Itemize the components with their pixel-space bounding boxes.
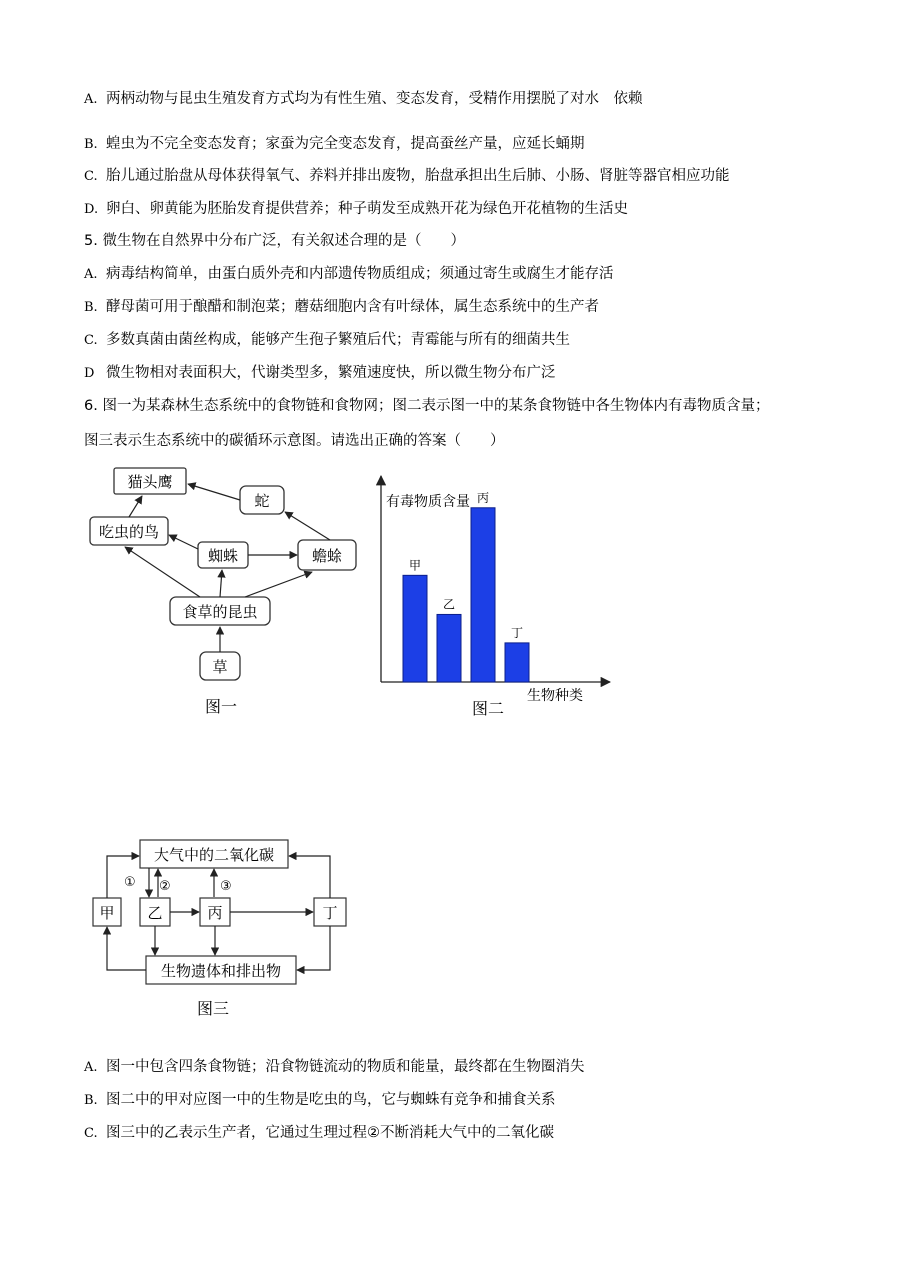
process-2-mark: ② — [159, 879, 171, 894]
q6-stem-line1: 6. 图一为某森林生态系统中的食物链和食物网；图二表示图一中的某条食物链中各生物体内有毒物质含量； — [84, 398, 770, 414]
x-axis-label: 生物种类 — [527, 688, 583, 704]
process-3-mark: ③ — [220, 879, 232, 894]
owl-label: 猫头鹰 — [127, 473, 173, 491]
q6-option-c — [84, 1123, 554, 1144]
option-letter: D — [84, 366, 95, 381]
bar-label-1: 乙 — [442, 597, 456, 612]
ding-label: 丁 — [322, 904, 338, 922]
bar-3 — [505, 643, 529, 682]
option-letter: A. — [84, 92, 98, 107]
arrow-snake-owl — [188, 484, 240, 500]
food-web-diagram — [80, 462, 370, 692]
bar-label-3: 丁 — [510, 625, 524, 640]
arrow-insect-spider — [220, 570, 222, 597]
q4-option-b — [84, 134, 585, 155]
grass-label: 草 — [212, 658, 228, 676]
option-text: 图三中的乙表示生产者，它通过生理过程②不断消耗大气中的二氧化碳 — [106, 1125, 554, 1141]
arrow-remains-jia — [107, 927, 146, 970]
y-axis-label: 有毒物质含量 — [386, 494, 470, 510]
spider-label: 蜘蛛 — [207, 547, 239, 565]
bar-1 — [437, 614, 461, 682]
option-letter: A. — [84, 1060, 98, 1075]
q6-option-a — [84, 1057, 585, 1078]
bar-2 — [471, 508, 495, 682]
q4-option-c — [84, 166, 730, 187]
option-text: 多数真菌由菌丝构成，能够产生孢子繁殖后代；青霉能与所有的细菌共生 — [106, 332, 570, 348]
arrow-insect-bird — [125, 547, 200, 597]
yi-label: 乙 — [147, 904, 163, 922]
process-1-mark: ① — [124, 875, 136, 890]
q5-option-a — [84, 264, 614, 285]
q5-stem: 5. 微生物在自然界中分布广泛，有关叙述合理的是（ ） — [84, 233, 465, 249]
option-letter: B. — [84, 300, 98, 315]
option-text: 图一中包含四条食物链；沿食物链流动的物质和能量，最终都在生物圈消失 — [106, 1059, 585, 1075]
option-text: 微生物相对表面积大，代谢类型多，繁殖速度快，所以微生物分布广泛 — [106, 365, 556, 381]
option-text: 卵白、卵黄能为胚胎发育提供营养；种子萌发至成熟开花为绿色开花植物的生活史 — [106, 201, 628, 217]
q5-option-c — [84, 330, 570, 351]
arrow-toad-snake — [285, 512, 330, 540]
bar-label-0: 甲 — [408, 558, 422, 573]
option-text: 病毒结构简单，由蛋白质外壳和内部遗传物质组成；须通过寄生或腐生才能存活 — [106, 266, 614, 282]
fig1-caption: 图一 — [205, 697, 238, 716]
arrow-ding-remains — [297, 926, 330, 970]
arrow-insect-toad — [245, 572, 312, 597]
arrow-spider-bird — [169, 535, 198, 549]
option-text: 图二中的甲对应图一中的生物是吃虫的鸟，它与蜘蛛有竞争和捕食关系 — [106, 1092, 556, 1108]
q6-stem-line2: 图三表示生态系统中的碳循环示意图。请选出正确的答案（ ） — [84, 433, 505, 449]
co2-label: 大气中的二氧化碳 — [153, 846, 275, 864]
q5-option-b — [84, 297, 599, 318]
insect-label: 食草的昆虫 — [182, 603, 258, 621]
bird-label: 吃虫的鸟 — [98, 523, 160, 541]
remains-label: 生物遗体和排出物 — [160, 962, 282, 980]
fig2-caption: 图二 — [472, 699, 505, 718]
toxin-bar-chart — [372, 470, 622, 704]
q4-option-a — [84, 89, 643, 110]
toad-label: 蟾蜍 — [311, 547, 343, 565]
bing-label: 丙 — [207, 904, 223, 922]
option-letter: D. — [84, 202, 99, 217]
option-text: 蝗虫为不完全变态发育；家蚕为完全变态发育，提高蚕丝产量，应延长蛹期 — [106, 136, 585, 152]
option-letter: B. — [84, 137, 98, 152]
option-letter: C. — [84, 1126, 98, 1141]
option-letter: C. — [84, 169, 98, 184]
bar-0 — [403, 575, 427, 682]
snake-label: 蛇 — [254, 492, 270, 510]
jia-label: 甲 — [99, 904, 115, 922]
arrow-bird-owl — [129, 496, 142, 517]
q4-option-d — [84, 199, 628, 220]
q6-option-b — [84, 1090, 556, 1111]
carbon-cycle-diagram — [88, 836, 358, 991]
bar-label-2: 丙 — [476, 490, 490, 505]
option-text: 酵母菌可用于酿醋和制泡菜；蘑菇细胞内含有叶绿体，属生态系统中的生产者 — [106, 299, 599, 315]
arrow-ding-co2 — [289, 856, 330, 898]
option-letter: C. — [84, 333, 98, 348]
option-letter: B. — [84, 1093, 98, 1108]
fig3-caption: 图三 — [197, 999, 230, 1018]
option-letter: A. — [84, 267, 98, 282]
option-text: 两柄动物与昆虫生殖发育方式均为有性生殖、变态发育，受精作用摆脱了对水 依赖 — [106, 91, 643, 107]
q5-option-d — [84, 363, 556, 384]
option-text: 胎儿通过胎盘从母体获得氧气、养料并排出废物，胎盘承担出生后肺、小肠、肾脏等器官相应功能 — [106, 168, 730, 184]
